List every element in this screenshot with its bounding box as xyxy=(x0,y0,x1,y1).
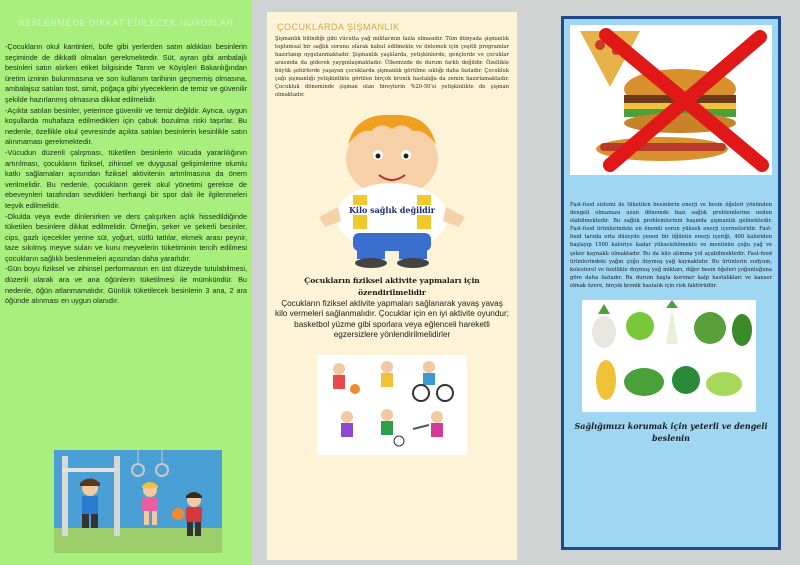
panel-fast-food xyxy=(561,16,781,550)
panel1-text xyxy=(5,42,247,307)
kilo-badge: Kilo sağlık değildir xyxy=(348,205,436,215)
tip-paragraph: -Okulda veya evde dinlenirken ve ders çalışırken açlık hissedildiğinde tüketilen besinlere dikkat edilmelidir. Örneğin, şeker ve şekerli besinler, cips, gazlı içecekler yerine süt, yoğurt, sütlü tatlılar, ekmek arası peynir, taze sıkılmış meyve suları ve kuru meyvelerin tüketiminin tercih edilmesi çocukların sağlıklı beslenmeleri açısından daha yararlıdır. xyxy=(5,211,247,263)
panel3-caption: Sağlığımızı korumak için yeterli ve dengeli beslenin xyxy=(574,421,768,444)
tip-paragraph: -Açıkta satılan besinler, yeterince güvenilir ve temiz değildir. Ayrıca, uygun koşullarda muhafaza edilmedikleri için çabuk bozulma riski taşırlar. Bu nedenle, özellikle okul çevresinde açıkta satılan besinlerin kesinlikle satın alınmaması gerekmektedir. xyxy=(5,105,247,147)
fast-food-crossed-illustration xyxy=(570,25,772,175)
kids-gym-illustration xyxy=(54,450,222,553)
vegetables-illustration xyxy=(582,300,756,412)
tip-paragraph: -Çocukların okul kantinleri, büfe gibi yerlerden satın aldıkları besinlerin seçiminde de dikkatli olmaları gerekmektedir. Süt, ayran gibi ambalajlı besinleri satın alırken etiket bilgisinde Tarım ve Köyişleri Bakanlığından üretim izninin bulunmasına ve son kullanım tarihinin geçmemiş olmasına, ambalajsız satılan tost, simit, poğaça gibi yiyeceklerin de temiz ve güvenilir şekilde hazırlanmış olmasına dikkat edilmelidir. xyxy=(5,42,247,104)
overweight-kid-illustration xyxy=(275,99,509,271)
panel3-body: Fast-food sistemi ile tüketilen besinlerin enerji ve besin öğeleri yönünden dengeli olmaması uzun dönemde bazı sağlık problemlerine neden olabilmektedir. Bu sağlık problemlerinin başında şişmanlık gelmektedir. Fast-food ürünlerindeki en önemli sorun yüksek enerji içermeleridir. Fast-food tarzda orta düzeyde yenen bir öğünün enerji içeriği, 400 kaloriden başlayıp 1500 kaloriye kadar yükselebilmekte ve menünün çoğu yağ ve şeker kaynaklı olmaktadır. Bu da kilo alımına yol açabilmektedir. Fast-food ürünlerindeki yağın çoğu doymuş yağ kaynaklıdır. Bu ürünlerin sodyum, kolesterol ve özellikle doymuş yağ miktarı, diğer besin öğeleri yoğunluğuna göre daha fazladır. Bu durum başta koroner kalp hastalıkları ve kanser olmak üzere, birçok kronik hastalık için risk faktörüdür. xyxy=(570,202,772,289)
panel-childhood-obesity xyxy=(267,12,517,560)
tip-paragraph: -Gün boyu fiziksel ve zihinsel performansın en üst düzeyde tutulabilmesi, düzenli olarak ara ve ana öğünlerin tüketilmesi ile mümkündür. Bu nedenle, öğün atlanmamalıdır. Günlük tüketilecek besinlerin 3 ana, 2 ara öğünde alınması en uygun olanıdır. xyxy=(5,264,247,306)
panel2-heading: ÇOCUKLARDA ŞİŞMANLIK xyxy=(277,22,400,32)
tip-paragraph: -Vücudun düzenli çalışması, tüketilen besinlerin vücuda yararlılığının artırılması, çocukların fiziksel, zihinsel ve duygusal gelişimlerine olumlu katkı sağlamaları açısından fiziksel aktivitenin artırılmasına da önem verilmelidir. Bu nedenle, çocukların gerek okul yönetimi gerekse de ebeveynleri tarafından sevdikleri herhangi bir spor dalı ile ilgilenmeleri teşvik edilmelidir. xyxy=(5,147,247,210)
panel2-subheading: Çocukların fiziksel aktivite yapmaları için özendirilmelidir xyxy=(304,276,480,297)
kids-sports-illustration xyxy=(317,355,467,455)
panel2-body2: Çocukların fiziksel aktivite yapmaları sağlanarak yavaş yavaş kilo vermeleri sağlanmalıdır. Çocuklar için en iyi aktivite oyundur; basketbol yüzme gibi sporlara veya eğlenceli hareketli egzersizlere yönlendirilmelidirler xyxy=(275,299,509,340)
panel1-heading: BESLENMEDE DİKKAT EDİLECEK HUSUSLAR xyxy=(18,18,234,28)
panel2-body: Şişmanlık bilindiği gibi vücutta yağ miktarının fazla olmasıdır. Tüm dünyada şişmanlık toplumsal bir sağlık sorunu olarak kabul edilmekte ve önlemek için çeşitli programlar hazırlanıp uygulanmaktadır. Şişmanlık yaşlılarda, yetişkinlerde, gençlerde ve çocuklar arasında da giderek yaygınlaşmaktadır. Ülkemizde de durum farklı değildir. Özellikle büyük şehirlerde yaşayan çocuklarda şişmanlık görülme sıklığı daha fazladır. Çocukluk çağı şişmanlığı yetişkinlikte görülen birçok kronik hastalığa da zemin hazırlamaktadır. Çocukluk döneminde şişman olan bireylerin %20-50'si yetişkinlikte de şişman olmaktadır. xyxy=(275,36,509,98)
